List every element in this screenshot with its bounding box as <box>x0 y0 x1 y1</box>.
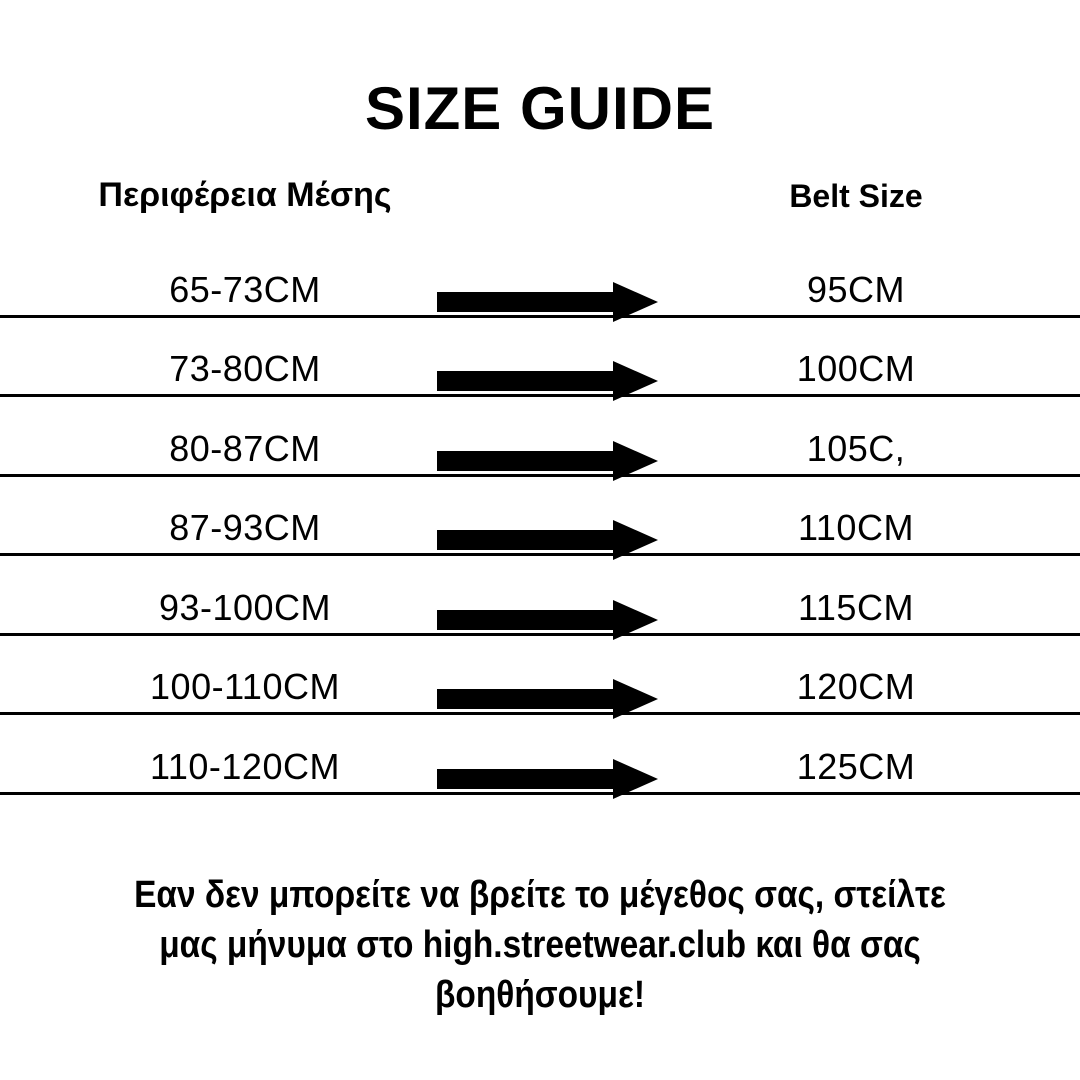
footer-line: μας μήνυμα στο high.streetwear.club και θα σας <box>159 924 921 966</box>
table-row <box>0 477 1080 557</box>
page-title: SIZE GUIDE <box>364 75 716 143</box>
right-arrow-icon <box>437 759 658 799</box>
right-arrow-icon <box>437 441 658 481</box>
waist-value: 73-80CM <box>169 348 321 389</box>
column-header-waist: Περιφέρεια Μέσης <box>98 176 392 214</box>
belt-value: 110CM <box>798 507 914 548</box>
table-row <box>0 397 1080 477</box>
column-header-belt: Belt Size <box>789 178 923 214</box>
table-row <box>0 556 1080 636</box>
table-row <box>0 715 1080 795</box>
table-row <box>0 318 1080 398</box>
belt-value: 115CM <box>798 586 914 628</box>
table-row <box>0 636 1080 716</box>
waist-value: 87-93CM <box>169 507 321 548</box>
right-arrow-icon <box>437 600 658 640</box>
footer-line: βοηθήσουμε! <box>434 974 645 1016</box>
right-arrow-icon <box>437 282 658 322</box>
waist-value: 93-100CM <box>158 586 332 628</box>
waist-value: 110-120CM <box>150 745 340 787</box>
right-arrow-icon <box>437 361 658 401</box>
right-arrow-icon <box>437 520 658 560</box>
table-row <box>0 238 1080 318</box>
waist-value: 100-110CM <box>150 666 340 707</box>
waist-value: 80-87CM <box>169 427 321 469</box>
footer-line: Εαν δεν μπορείτε να βρείτε το μέγεθος σας, στείλτε <box>134 874 946 916</box>
size-table <box>0 238 1080 795</box>
belt-value: 105C, <box>806 427 906 469</box>
belt-value: 95CM <box>806 268 906 310</box>
belt-value: 125CM <box>796 745 916 787</box>
belt-value: 100CM <box>796 348 916 389</box>
footer-note <box>65 870 1015 1020</box>
right-arrow-icon <box>437 679 658 719</box>
belt-value: 120CM <box>796 666 916 707</box>
waist-value: 65-73CM <box>169 268 321 310</box>
